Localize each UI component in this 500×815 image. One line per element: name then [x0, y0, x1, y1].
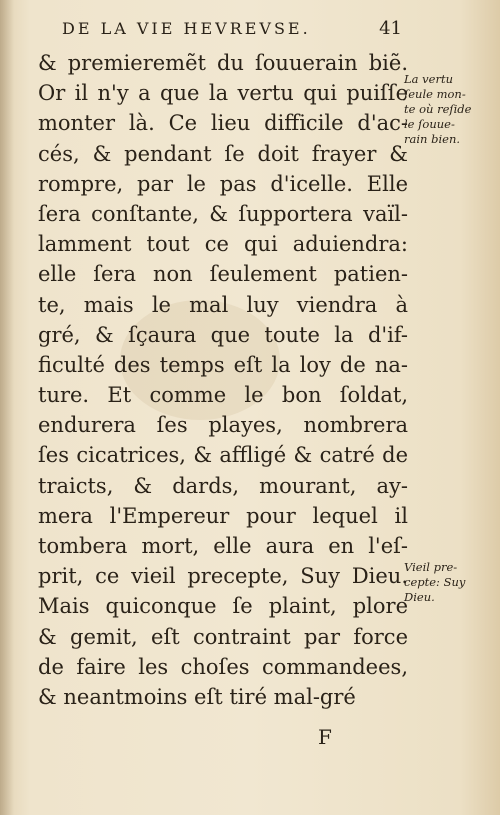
- text-line: rompre, par le pas d'icelle. Elle: [38, 171, 408, 196]
- text-line: cés, & pendant ſe doit frayer &: [38, 141, 408, 166]
- text-line: & premieremẽt du ſouuerain biẽ.: [38, 51, 408, 75]
- margin-note-line: Vieil pre-: [404, 560, 458, 574]
- signature-mark: F: [318, 725, 332, 749]
- text-line: gré, & ſçaura que toute la d'if-: [38, 322, 408, 347]
- text-line: ſera conſtante, & ſupportera vaïl-: [38, 201, 408, 226]
- text-line: elle ſera non ſeulement patien-: [38, 262, 408, 287]
- running-header: [62, 18, 402, 39]
- text-line: endurera ſes playes, nombrera: [38, 413, 408, 438]
- text-line: monter là. Ce lieu difficile d'ac-: [38, 111, 408, 136]
- margin-note-line: La vertu: [404, 72, 453, 86]
- text-line: ture. Et comme le bon ſoldat,: [38, 383, 408, 408]
- text-line: de faire les choſes commandees,: [38, 654, 408, 679]
- margin-note-line: te où reſide: [404, 102, 472, 116]
- margin-note-line: le ſouue-: [404, 117, 455, 131]
- text-line: mera l'Empereur pour lequel il: [38, 503, 408, 528]
- text-line: ficulté des temps eſt la loy de na-: [38, 352, 408, 377]
- page-gutter-shadow: [0, 0, 14, 815]
- text-line: Mais quiconque ſe plaint, plore: [38, 594, 408, 619]
- text-line: & gemit, eſt contraint par force: [38, 624, 408, 649]
- text-line: & neantmoins eſt tiré mal-gré: [38, 684, 356, 709]
- text-line: ſes cicatrices, & affligé & catré de: [38, 443, 408, 468]
- margin-note-line: ſeule mon-: [404, 87, 466, 101]
- page-number: 41: [379, 18, 402, 39]
- margin-note-precepte: [404, 560, 494, 605]
- text-line: prit, ce vieil precepte, Suy Dieu.: [38, 564, 408, 589]
- running-title: DE LA VIE HEVREVSE.: [62, 19, 311, 38]
- text-line: lamment tout ce qui aduiendra:: [38, 232, 408, 257]
- text-line: Or il n'y a que la vertu qui puiſſe: [38, 81, 408, 106]
- text-line: traicts, & dards, mourant, ay-: [38, 473, 408, 498]
- margin-note-vertu: [404, 72, 494, 147]
- margin-note-line: rain bien.: [404, 132, 461, 146]
- margin-note-line: Dieu.: [404, 590, 435, 604]
- margin-note-line: cepte: Suy: [404, 575, 466, 589]
- text-line: te, mais le mal luy viendra à: [38, 292, 408, 317]
- text-line: tombera mort, elle aura en l'eſ-: [38, 534, 408, 558]
- body-text: [38, 48, 408, 712]
